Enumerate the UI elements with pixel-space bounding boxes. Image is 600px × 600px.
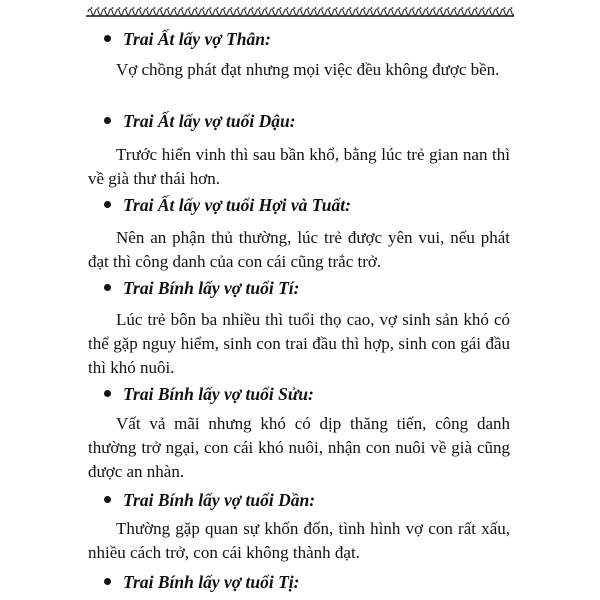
heading-text: Trai Bính lấy vợ tuổi Sửu: xyxy=(123,384,314,404)
heading-text: Trai Ất lấy vợ tuổi Dậu: xyxy=(123,111,296,131)
section-paragraph xyxy=(88,412,510,484)
paragraph-text: Nên an phận thủ thường, lúc trẻ được yên vui, nếu phát đạt thì công danh của con cái cũng trắc trở. xyxy=(88,228,510,271)
section-heading xyxy=(104,276,299,300)
section-paragraph xyxy=(88,58,510,82)
bullet-icon xyxy=(104,35,111,42)
bullet-icon xyxy=(104,201,111,208)
section-paragraph xyxy=(88,517,510,565)
bullet-icon xyxy=(104,578,111,585)
bullet-icon xyxy=(104,117,111,124)
heading-text: Trai Ất lấy vợ Thân: xyxy=(123,29,271,49)
paragraph-text: Lúc trẻ bôn ba nhiều thì tuổi thọ cao, vợ sinh sản khó có thể gặp nguy hiểm, sinh con trai đầu thì hợp, sinh con gái đầu thì khó nuôi. xyxy=(88,310,510,377)
section-heading xyxy=(104,488,315,512)
heading-text: Trai Bính lấy vợ tuổi Tị: xyxy=(123,572,300,592)
heading-text: Trai Ất lấy vợ tuổi Hợi và Tuất: xyxy=(123,195,351,215)
section-heading xyxy=(104,109,296,133)
paragraph-text: Vợ chồng phát đạt nhưng mọi việc đều không được bền. xyxy=(116,60,500,79)
heading-text: Trai Bính lấy vợ tuổi Dần: xyxy=(123,490,316,510)
paragraph-text: Vất vả mãi nhưng khó có dịp thăng tiến, công danh thường trở ngại, con cái khó nuôi, nhận con nuôi về già cũng được an nhàn. xyxy=(88,414,510,481)
section-paragraph xyxy=(88,143,510,191)
section-heading xyxy=(104,27,271,51)
section-heading xyxy=(104,570,299,594)
bullet-icon xyxy=(104,496,111,503)
paragraph-text: Thường gặp quan sự khốn đốn, tình hình vợ con rất xấu, nhiều cách trở, con cái không thành đạt. xyxy=(88,519,510,562)
bullet-icon xyxy=(104,284,111,291)
section-heading xyxy=(104,193,351,217)
section-paragraph xyxy=(88,308,510,380)
section-heading xyxy=(104,382,314,406)
bullet-icon xyxy=(104,390,111,397)
heading-text: Trai Bính lấy vợ tuổi Tí: xyxy=(123,278,300,298)
paragraph-text: Trước hiển vinh thì sau bần khổ, bằng lúc trẻ gian nan thì về già thư thái hơn. xyxy=(88,145,510,188)
section-paragraph xyxy=(88,226,510,274)
